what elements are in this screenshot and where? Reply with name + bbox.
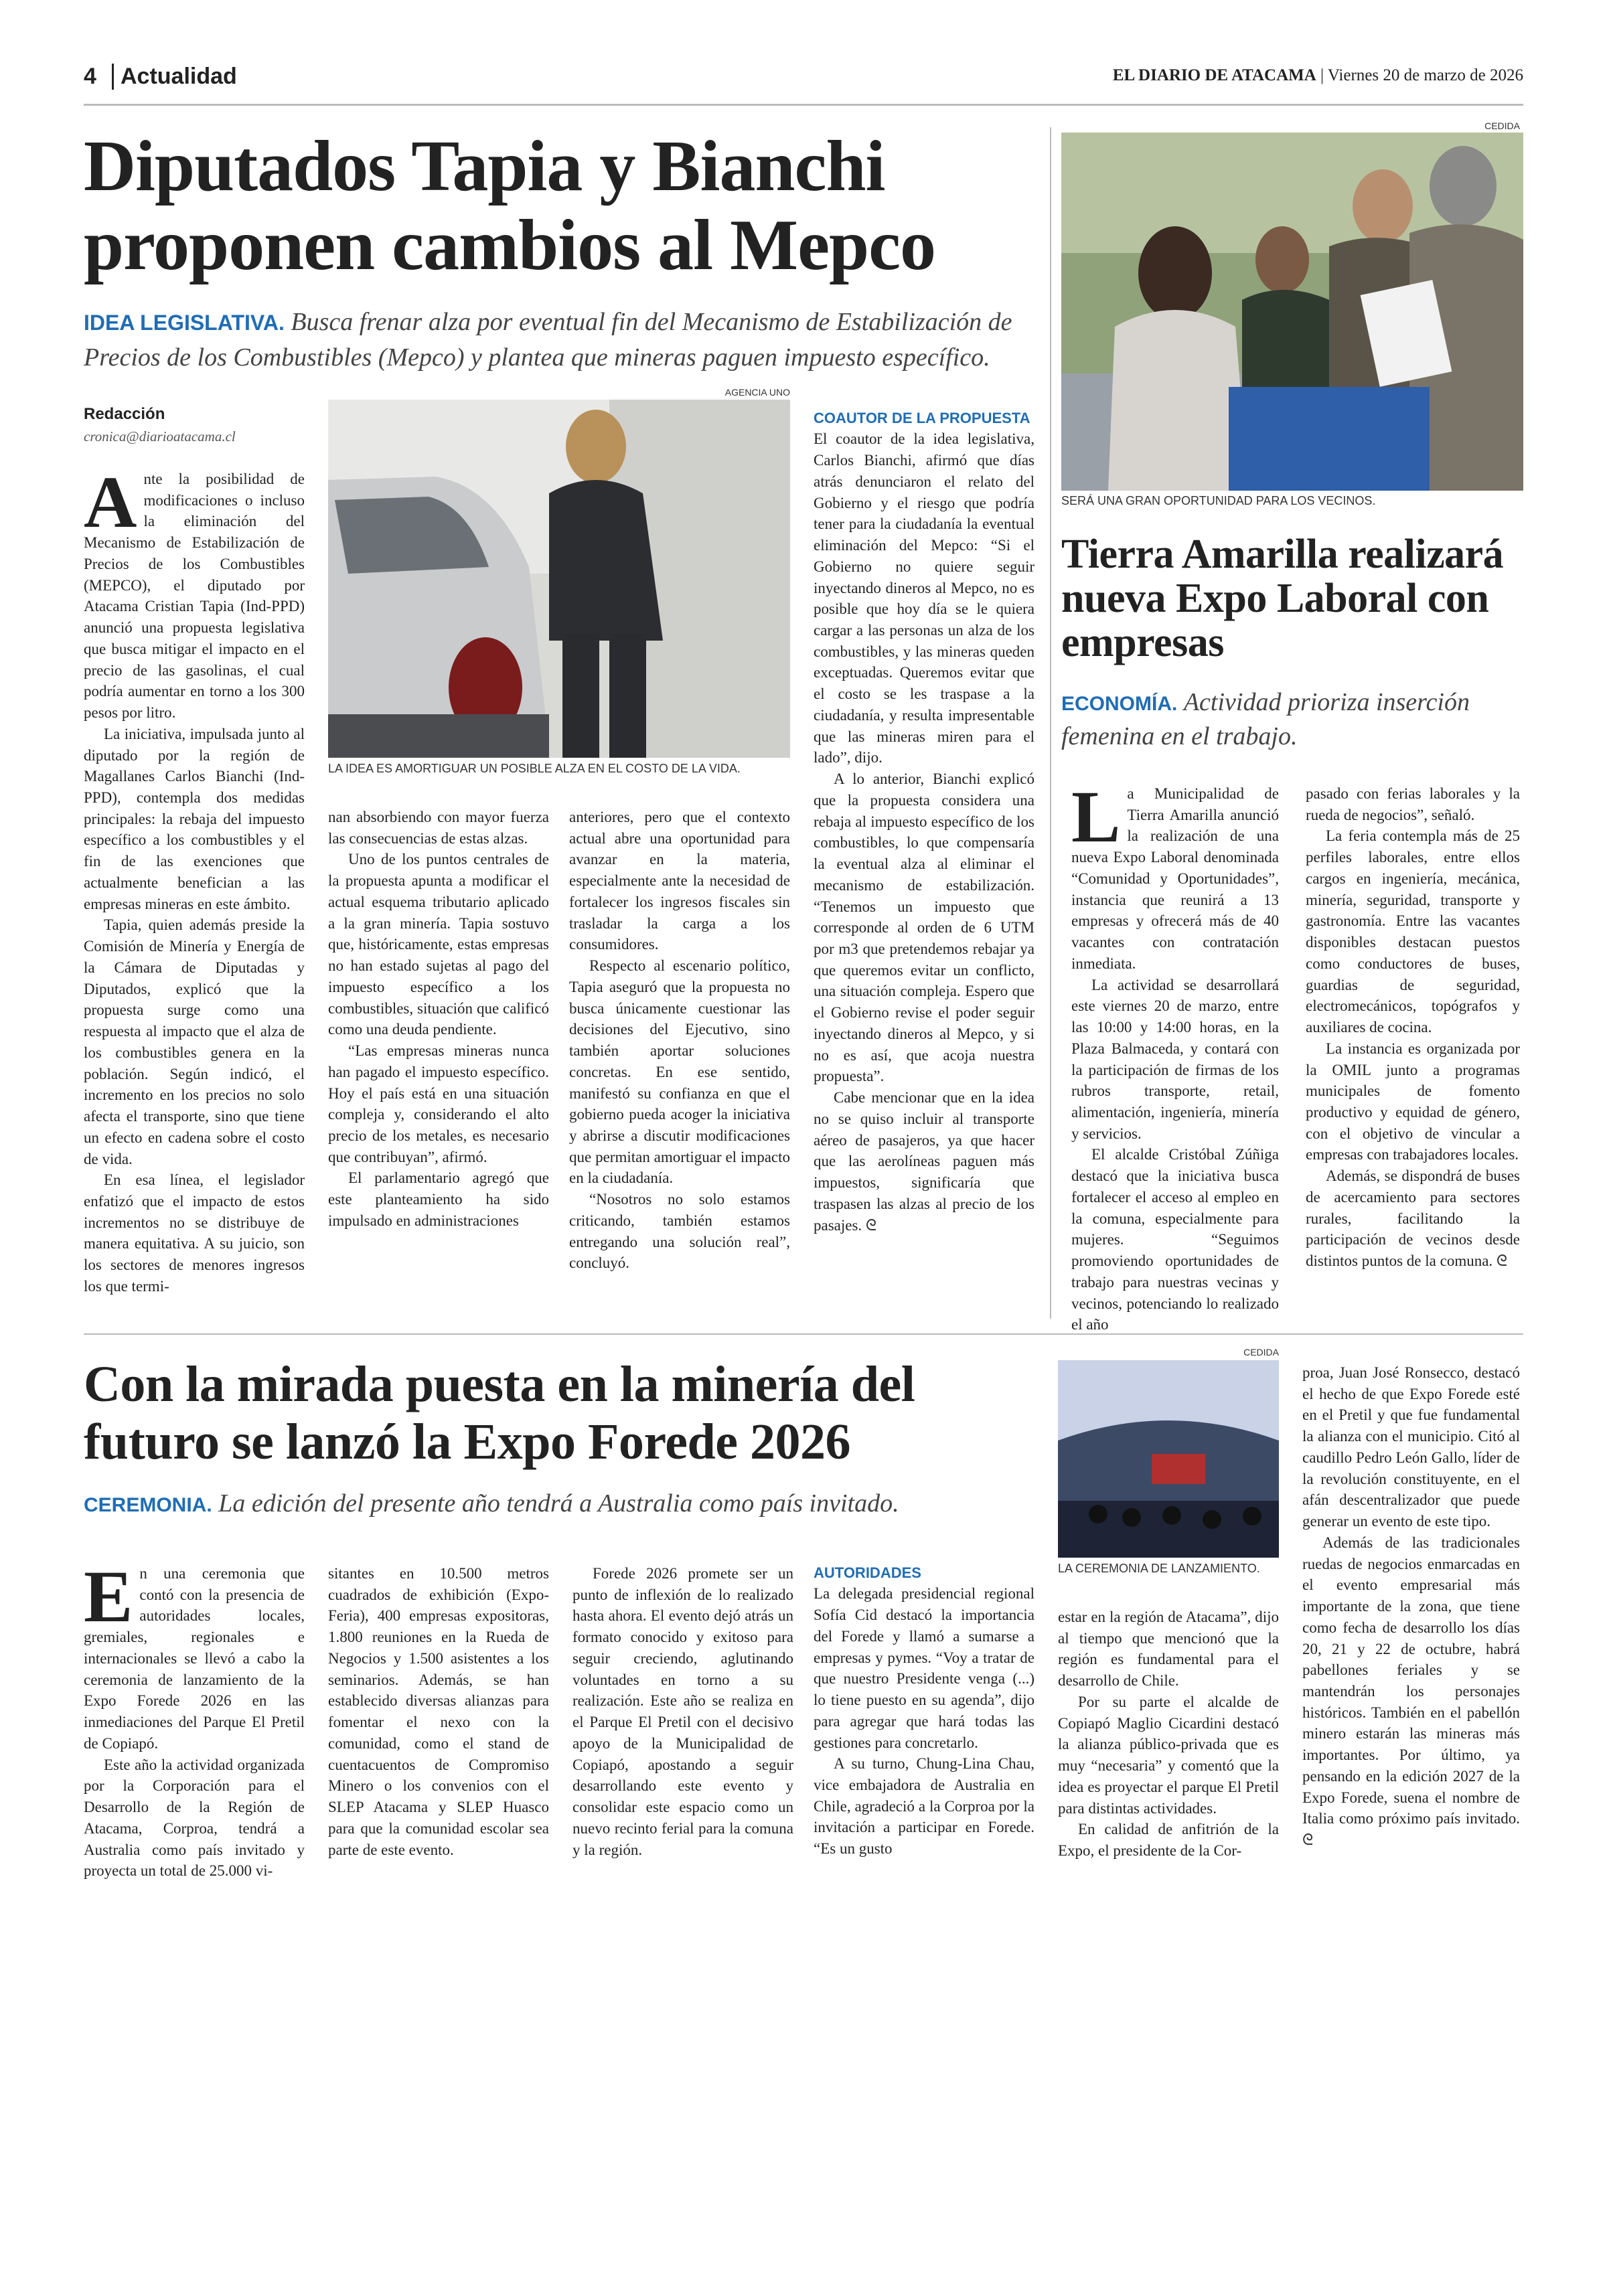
article2-column-2 — [1306, 783, 1520, 1273]
article1-photo — [328, 400, 790, 758]
paragraph: pasado con ferias laborales y la rueda de negocios”, señaló. — [1306, 785, 1520, 823]
drop-cap: L — [1071, 776, 1121, 857]
paragraph: Tapia, quien además preside la Comisión de Minería y Energía de la Cámara de Diputadas y Diputados, explicó que la propuesta surge como una respuesta al impacto que el alza de los combustibles genera en la población. Según indicó, el incremento en los precios no solo afecta el transporte, sino que tiene un efecto en cadena sobre el costo de vida. — [84, 916, 305, 1167]
article2-deck — [1061, 686, 1530, 752]
photo-caption: SERÁ UNA GRAN OPORTUNIDAD PARA LOS VECINOS. — [1061, 494, 1376, 507]
section-name: Actualidad — [112, 64, 237, 90]
page-number: 4 — [84, 64, 96, 89]
photo-credit: CEDIDA — [1484, 120, 1520, 131]
article2-headline — [1061, 532, 1530, 665]
woman-walking-photo — [328, 400, 790, 758]
paragraph: El alcalde Cristóbal Zúñiga destacó que la iniciativa busca fortalecer el acceso al empleo en la comuna, especialmente para mujeres. “Seguimos promoviendo oportunidades de trabajo para nuestras vecinas y vecinos, potenciando lo realizado el año — [1071, 1146, 1279, 1333]
photo-caption: LA CEREMONIA DE LANZAMIENTO. — [1058, 1562, 1260, 1575]
article3-column-5 — [1058, 1607, 1279, 1862]
masthead: EL DIARIO DE ATACAMA | Viernes 20 de marzo de 2026 — [1112, 66, 1523, 84]
article1-column-2 — [328, 807, 549, 1232]
end-of-article-icon: ᘓ — [1496, 1252, 1508, 1270]
paragraph: La feria contempla más de 25 perfiles laborales, entre ellos cargos en ingeniería, mecánica, minería, seguridad, transporte y gastronomía. Entre las vacantes disponibles destacan puestos como conductores de buses, guardias de seguridad, electromecánicos, topógrafos y auxiliares de cocina. — [1306, 827, 1520, 1036]
end-of-article-icon: ᘓ — [1302, 1831, 1314, 1850]
article3-photo — [1058, 1360, 1279, 1558]
paragraph: “Nosotros no solo estamos criticando, también estamos entregando una solución real”, concluyó. — [569, 1191, 790, 1272]
article3-column-4 — [814, 1563, 1035, 1860]
deck-line: Busca frenar alza por eventual fin del Mecanismo de Estabilización de — [291, 308, 1012, 336]
article1-deck — [84, 305, 1041, 375]
paragraph: Forede 2026 promete ser un punto de inflexión de lo realizado hasta ahora. El evento dejó atrás un formato conocido y exitoso para seguir creciendo, aglutinando voluntades en torno a su realización. Este año se realiza en el Parque El Pretil con el decisivo apoyo de la Municipalidad de Copiapó, apostando a seguir desarrollando este evento y consolidar este espacio como un nuevo recinto ferial para la comuna y la región. — [572, 1565, 793, 1858]
newspaper-name: EL DIARIO DE ATACAMA — [1112, 66, 1316, 84]
paragraph: “Las empresas mineras nunca han pagado el impuesto específico. Hoy el país está en una situación compleja y, considerando el alto precio de los metales, es necesario que contribuyan”, afirmó. — [328, 1042, 549, 1165]
article1-column-3 — [569, 807, 790, 1274]
drop-cap: A — [84, 461, 137, 543]
headline-line: nueva Expo Laboral con — [1061, 576, 1489, 621]
paragraph: Por su parte el alcalde de Copiapó Maglio Cicardini destacó la alianza público-privada que es muy “necesaria” y comentó que la idea es proyectar el parque El Pretil para distintas actividades. — [1058, 1693, 1279, 1817]
article3-column-6 — [1302, 1362, 1520, 1852]
article3-column-3 — [572, 1563, 793, 1860]
article1-column-1 — [84, 461, 305, 1297]
headline-line: Diputados Tapia y Bianchi — [84, 127, 885, 206]
subhead: AUTORIDADES — [814, 1564, 921, 1581]
article2-photo — [1061, 133, 1523, 491]
paragraph: La actividad se desarrollará este viernes 20 de marzo, entre las 10:00 y 14:00 horas, en la Plaza Balmaceda, y contará con la participación de firmas de los rubros transporte, retail, alimentación, ingeniería, minería y servicios. — [1071, 976, 1279, 1142]
paragraph: La instancia es organizada por la OMIL junto a programas municipales de fomento productivo y equidad de género, con el objetivo de vincular a empresas con trabajadores locales. — [1306, 1040, 1520, 1163]
paragraph: El coautor de la idea legislativa, Carlos Bianchi, afirmó que días atrás denunciaron el relato del Gobierno y el riesgo que podría tener para la ciudadanía la eventual eliminación del Mepco: “Si el Gobierno no quiere seguir inyectando dineros al Mepco, no es posible que hoy día se le quiera cargar a las personas un alza de los combustibles, y las mineras queden exceptuadas. Queremos evitar que el costo se les traspase a la ciudadanía, y resulta impresentable que las mineras miren para el lado”, dijo. — [814, 430, 1035, 766]
photo-credit: CEDIDA — [1243, 1347, 1279, 1358]
paragraph: Además de las tradicionales ruedas de negocios enmarcadas en el evento empresarial más importante de la zona, que tiene como fecha de desarrollo los días 20, 21 y 22 de octubre, habrá pabellones feriales y se mantendrán los personajes históricos. También en el pabellón minero estarán las mineras más importantes. Por último, ya pensando en la edición 2027 de la Expo Forede, suena el nombre de Italia como próximo país invitado. ᘓ — [1302, 1534, 1520, 1850]
article3-deck — [84, 1487, 1041, 1522]
article3-headline — [84, 1356, 1041, 1471]
job-fair-photo — [1061, 133, 1523, 491]
paragraph: La Municipalidad de Tierra Amarilla anunció la realización de una nueva Expo Laboral denominada “Comunidad y Oportunidades”, instancia que reunirá a 13 empresas y ofrecerá más de 40 vacantes con contratación inmediata. — [1071, 776, 1279, 972]
article3-column-2 — [328, 1563, 549, 1860]
end-of-article-icon: ᘓ — [865, 1216, 877, 1234]
photo-caption: LA IDEA ES AMORTIGUAR UN POSIBLE ALZA EN EL COSTO DE LA VIDA. — [328, 762, 741, 775]
subhead: COAUTOR DE LA PROPUESTA — [814, 410, 1030, 426]
paragraph: Respecto al escenario político, Tapia aseguró que la propuesta no busca únicamente cuestionar las decisiones del Ejecutivo, sino también aportar soluciones concretas. En ese sentido, manifestó su confianza en que el gobierno pueda acoger la iniciativa y abrirse a discutir modificaciones que permitan amortiguar el impacto en la ciudadanía. — [569, 957, 790, 1187]
kicker: IDEA LEGISLATIVA. — [84, 311, 285, 335]
deck-line: Actividad prioriza inserción — [1183, 688, 1470, 716]
drop-cap: E — [84, 1556, 133, 1637]
byline: Redacción — [84, 405, 165, 423]
paragraph: Este año la actividad organizada por la Corporación para el Desarrollo de la Región de Atacama, Corproa, tendrá a Australia como país invitado y proyecta un total de 25.000 vi- — [84, 1756, 305, 1880]
paragraph: La delegada presidencial regional Sofía Cid destacó la importancia del Forede y llamó a sumarse a empresas y pymes. “Voy a tratar de que nuestro Presidente venga (...) lo tiene puesto en su agenda”, dijo para agregar que hará todas las gestiones para concretarlo. — [814, 1585, 1035, 1751]
section-divider — [84, 1333, 1523, 1335]
paragraph: Uno de los puntos centrales de la propuesta apunta a modificar el actual esquema tributario aplicado a la gran minería. Tapia sostuvo que, históricamente, estas empresas no han estado sujetas al pago del impuesto específico a los combustibles, situación que calificó como una deuda pendiente. — [328, 851, 549, 1038]
headline-line: empresas — [1061, 620, 1224, 665]
ceremony-photo — [1058, 1360, 1279, 1558]
paragraph: La iniciativa, impulsada junto al diputado por la región de Magallanes Carlos Bianchi (Ind-PPD), contempla dos medidas principales: la rebaja del impuesto específico a los combustibles y el fin de las exenciones que actualmente benefician a las empresas mineras en este ámbito. — [84, 725, 305, 912]
headline-line: futuro se lanzó la Expo Forede 2026 — [84, 1414, 851, 1470]
headline-line: Con la mirada puesta en la minería del — [84, 1356, 915, 1412]
deck-line: femenina en el trabajo. — [1061, 722, 1298, 750]
photo-credit: AGENCIA UNO — [724, 387, 790, 398]
article2-column-1 — [1071, 776, 1279, 1335]
article3-column-1 — [84, 1556, 305, 1882]
author-email[interactable]: cronica@diarioatacama.cl — [84, 428, 236, 444]
paragraph: A su turno, Chung-Lina Chau, vice embajadora de Australia en Chile, agradeció a la Corproa por la invitación a participar en Forede. “Es un gusto — [814, 1755, 1035, 1858]
headline-line: Tierra Amarilla realizará — [1061, 531, 1504, 577]
column-divider — [1050, 127, 1051, 1319]
paragraph: Cabe mencionar que en la idea no se quiso incluir al transporte aéreo de pasajeros, ya que hacer que las aerolíneas paguen más impuestos, significaría que traspasen las alzas al precio de los pasajes. ᘓ — [814, 1089, 1035, 1234]
paragraph: A lo anterior, Bianchi explicó que la propuesta considera una rebaja al impuesto específico de los combustibles, lo que compensaría la eventual alza al eliminar el mecanismo de estabilización. “Tenemos un impuesto que corresponde al orden de 6 UTM por m3 que pretendemos rebajar ya que queremos evitar un conflicto, una situación compleja. Espero que el Gobierno revise el poder seguir inyectando dineros al Mepco, y si no es así, que acoja nuestra propuesta”. — [814, 770, 1035, 1085]
kicker: ECONOMÍA. — [1061, 693, 1178, 715]
article1-column-4 — [814, 408, 1035, 1236]
paragraph: estar en la región de Atacama”, dijo al tiempo que mencionó que la región es fundamental para el desarrollo de Chile. — [1058, 1609, 1279, 1690]
article1-headline — [84, 127, 1021, 285]
paragraph: nan absorbiendo con mayor fuerza las consecuencias de estas alzas. — [328, 809, 549, 847]
page-header — [84, 64, 1523, 106]
paragraph: Ante la posibilidad de modificaciones o incluso la eliminación del Mecanismo de Estabilización de Precios de los Combustibles (MEPCO), el diputado por Atacama Cristian Tapia (Ind-PPD) anunció una propuesta legislativa que busca mitigar el impacto en el precio de las gasolinas, el cual podría aumentar en torno a los 300 pesos por litro. — [84, 461, 305, 722]
paragraph: proa, Juan José Ronsecco, destacó el hecho de que Expo Forede esté en el Pretil y que fue fundamental la alianza con el municipio. Citó al caudillo Pedro León Gallo, líder de la revolución constituyente, en el afán descentralizador que puede generar un evento de este tipo. — [1302, 1364, 1520, 1530]
paragraph: En una ceremonia que contó con la presencia de autoridades locales, gremiales, regionales e internacionales se llevó a cabo la ceremonia de lanzamiento de la Expo Forede 2026 en las inmediaciones del Parque El Pretil de Copiapó. — [84, 1556, 305, 1752]
paragraph: Además, se dispondrá de buses de acercamiento para sectores rurales, facilitando la participación de vecinos desde distintos puntos de la comuna. ᘓ — [1306, 1167, 1520, 1270]
paragraph: En esa línea, el legislador enfatizó que el impacto de estos incrementos no se distribuye de manera equitativa. A su juicio, son los sectores de menores ingresos los que termi- — [84, 1171, 305, 1295]
paragraph: sitantes en 10.500 metros cuadrados de exhibición (Expo-Feria), 400 empresas expositoras, 1.800 reuniones en la Rueda de Negocios y 1.500 asistentes a los seminarios. Además, se han establecido diversas alianzas para fomentar el nexo con la comunidad, como el stand de cuentacuentos de Compromiso Minero o los convenios con el SLEP Atacama y SLEP Huasco para que la comunidad escolar sea parte de este evento. — [328, 1565, 549, 1858]
deck-line: Precios de los Combustibles (Mepco) y plantea que mineras paguen impuesto específico. — [84, 343, 990, 372]
deck-line: La edición del presente año tendrá a Australia como país invitado. — [218, 1489, 899, 1518]
paragraph: anteriores, pero que el contexto actual abre una oportunidad para avanzar en la materia, especialmente ante la necesidad de fortalecer los ingresos fiscales sin trasladar la carga a los consumidores. — [569, 809, 790, 953]
kicker: CEREMONIA. — [84, 1494, 212, 1516]
issue-date: Viernes 20 de marzo de 2026 — [1327, 66, 1523, 84]
headline-line: proponen cambios al Mepco — [84, 206, 936, 285]
paragraph: El parlamentario agregó que este planteamiento ha sido impulsado en administraciones — [328, 1169, 549, 1229]
paragraph: En calidad de anfitrión de la Expo, el presidente de la Cor- — [1058, 1821, 1279, 1860]
